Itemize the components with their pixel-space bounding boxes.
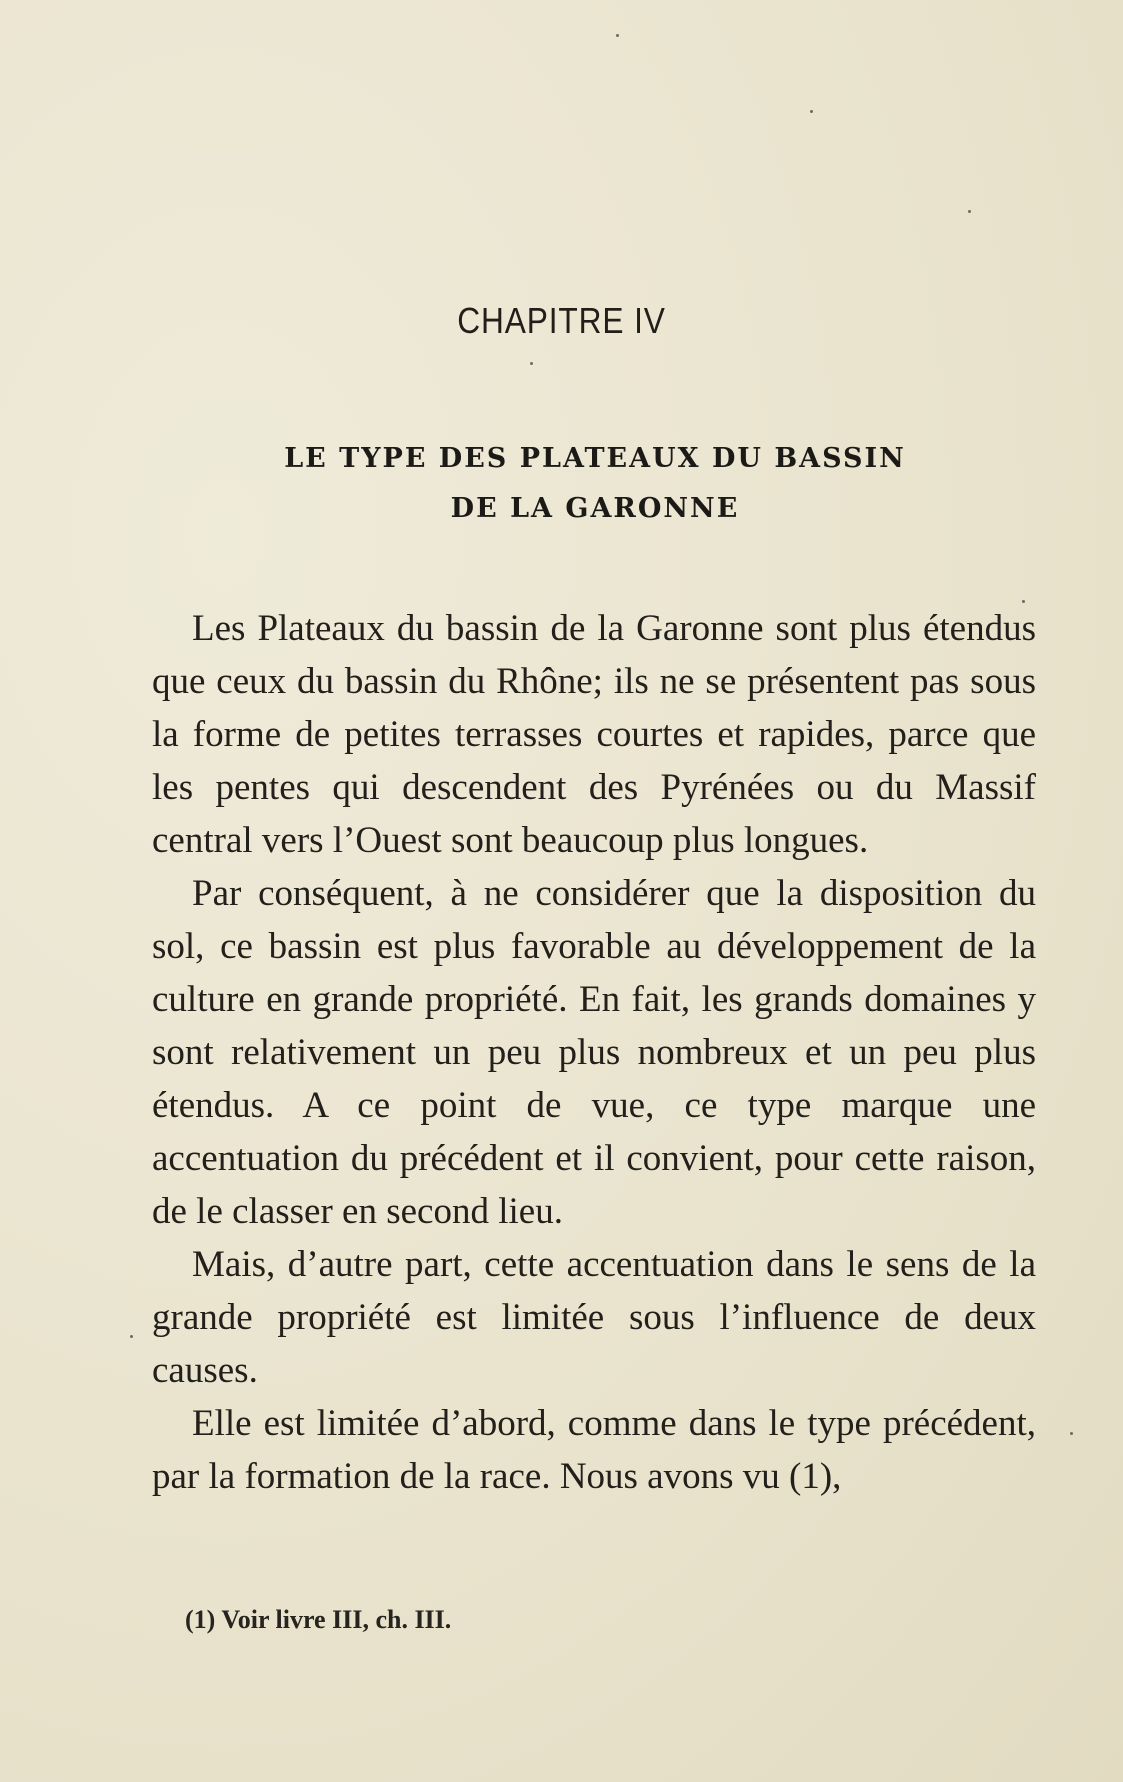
paper-speck: [810, 110, 813, 113]
paper-speck: [616, 34, 619, 37]
paper-speck: [130, 1335, 133, 1338]
chapter-title-line-2: DE LA GARONNE: [450, 493, 740, 524]
paragraph-3: Mais, d’autre part, cette accentuation dans le sens de la grande propriété est limitée sous l’influence de deux causes.: [152, 1244, 1036, 1391]
paragraph-2: Par conséquent, à ne considérer que la disposition du sol, ce bassin est plus favorable au développement de la culture en grande propriété. En fait, les grands domaines y sont relativement un peu plus nombreux et un peu plus étendus. A ce point de vue, ce type marque une accentuation du précédent et il convient, pour cette raison, de le classer en second lieu.: [152, 873, 1036, 1232]
chapter-title-line-1: LE TYPE DES PLATEAUX DU BASSIN: [284, 443, 906, 474]
chapter-heading: CHAPITRE IV: [457, 300, 666, 341]
paper-speck: [530, 362, 533, 365]
paper-speck: [1022, 600, 1025, 603]
body-text: [152, 602, 1036, 1503]
paper-speck: [1070, 1432, 1073, 1435]
chapter-title: [150, 434, 1040, 534]
paragraph-1: Les Plateaux du bassin de la Garonne sont plus étendus que ceux du bassin du Rhône; ils ne se présentent pas sous la forme de petites terrasses courtes et rapides, parce que les pentes qui descendent des Pyrénées ou du Massif central vers l’Ouest sont beaucoup plus longues.: [152, 608, 1036, 861]
paragraph-4: Elle est limitée d’abord, comme dans le type précédent, par la formation de la race. Nous avons vu (1),: [152, 1403, 1036, 1497]
paper-speck: [968, 210, 971, 213]
footnote: (1) Voir livre III, ch. III.: [185, 1605, 452, 1634]
